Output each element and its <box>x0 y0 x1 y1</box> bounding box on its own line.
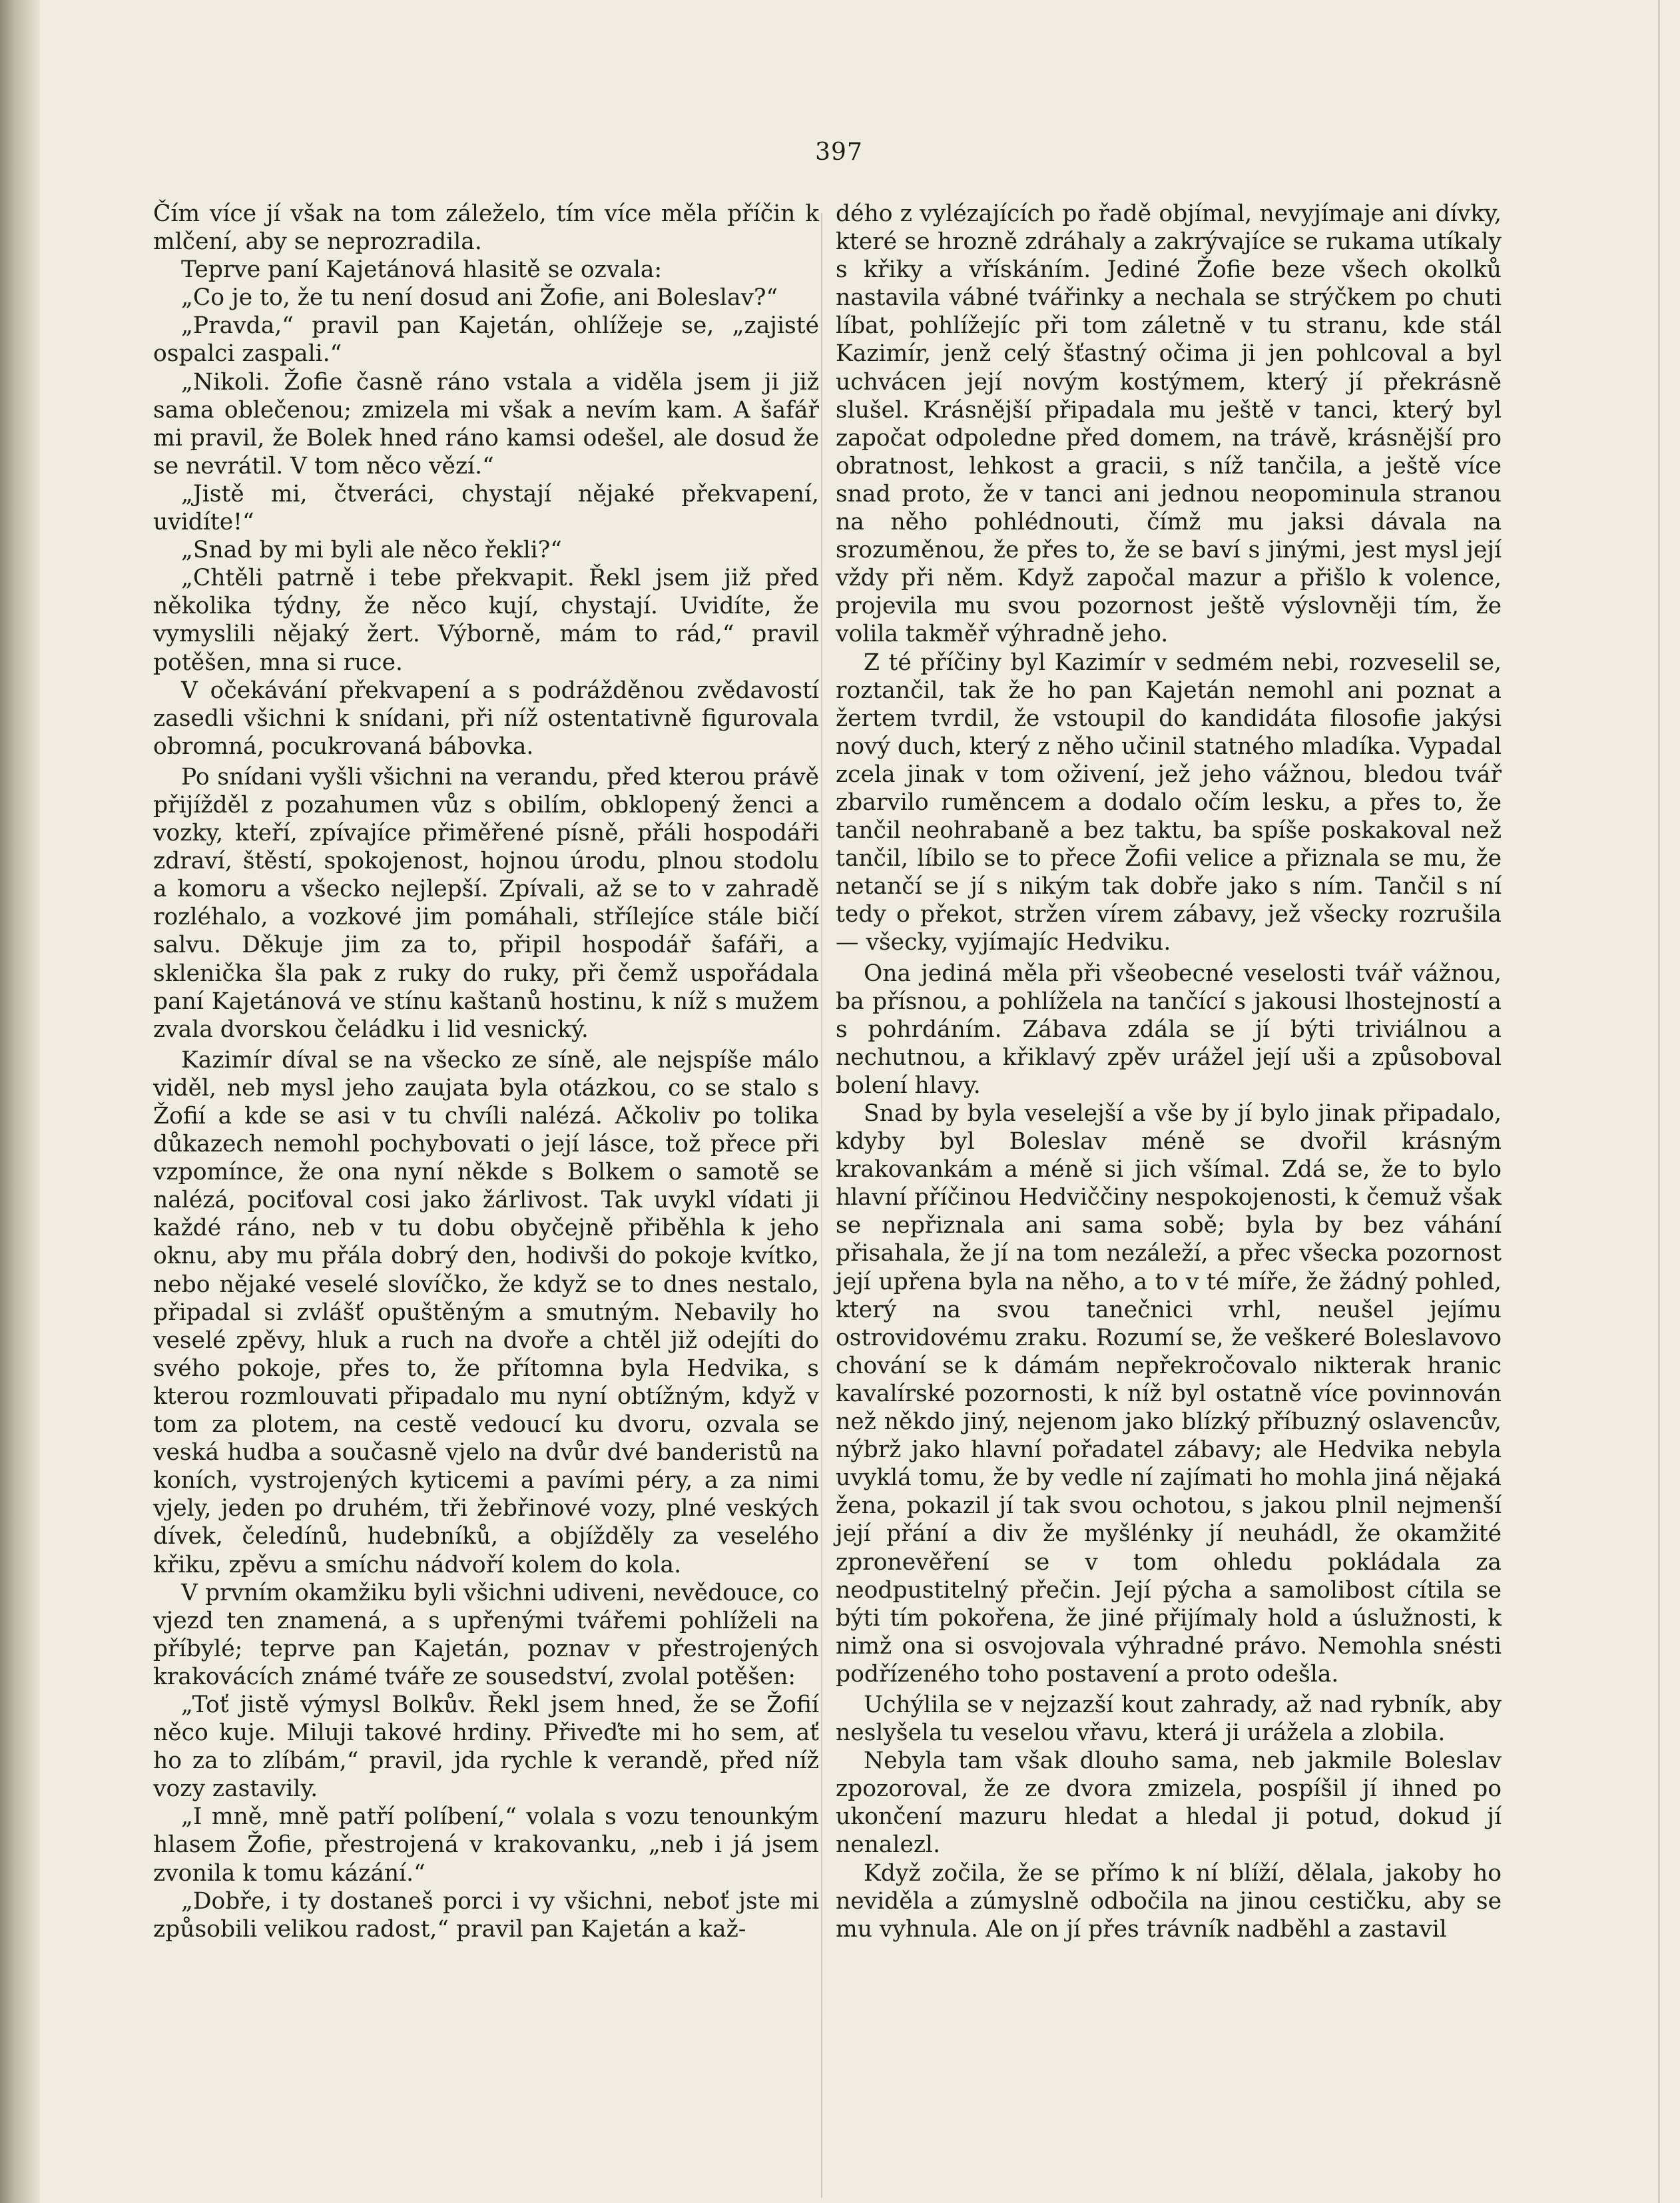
paragraph: „Co je to, že tu není dosud ani Žofie, ani Boleslav?“ <box>181 284 778 312</box>
paragraph: „Dobře, i ty dostaneš porci i vy všichni, neboť jste mi způsobili velikou radost,“ pravil pan Kajetán a kaž- <box>153 1887 819 1943</box>
right-column <box>836 200 1502 1943</box>
paragraph: „Chtěli patrně i tebe překvapit. Řekl jsem již před několika týdny, že něco kují, chystají. Uvidíte, že vymyslili nějaký žert. Výborně, mám to rád,“ pravil potěšen, mna si ruce. <box>153 565 819 676</box>
column-divider <box>821 213 822 2198</box>
paragraph: „I mně, mně patří políbení,“ volala s vozu tenounkým hlasem Žofie, přestrojená v krakovanku, „neb i já jsem zvonila k tomu kázání.“ <box>153 1803 819 1887</box>
paragraph: Když zočila, že se přímo k ní blíží, dělala, jakoby ho neviděla a zúmyslně odbočila na jinou cestičku, aby se mu vyhnula. Ale on jí přes trávník nadběhl a zastavil <box>836 1859 1502 1943</box>
paragraph: Ona jediná měla při všeobecné veselosti tvář vážnou, ba přísnou, a pohlížela na tančící s jakousi lhostejností a s pohrdáním. Zábava zdála se jí býti triviálnou a nechutnou, a křiklavý zpěv urážel její uši a způsoboval bolení hlavy. <box>836 960 1502 1099</box>
paragraph: dého z vylézajících po řadě objímal, nevyjímaje ani dívky, které se hrozně zdráhaly a zakrývajíce se rukama utíkaly s křiky a vřískáním. Jediné Žofie beze všech okolků nastavila vábné tvářinky a nechala se strýčkem po chuti líbat, pohlížejíc při tom záletně v tu stranu, kde stál Kazimír, jenž celý šťastný očima ji jen pohlcoval a byl uchvácen její novým kostýmem, který jí překrásně slušel. Krásnější připadala mu ještě v tanci, který byl započat odpoledne před domem, na trávě, krásnější pro obratnost, lehkost a gracii, s níž tančila, a ještě více snad proto, že v tanci ani jednou neopominula stranou na něho pohlédnouti, čímž mu jaksi dávala na srozuměnou, že přes to, že se baví s jinými, jest mysl její vždy při něm. Když započal mazur a přišlo k volence, projevila mu svou pozornost ještě výslovněji tím, že volila takměř výhradně jeho. <box>836 200 1502 648</box>
paragraph: Teprve paní Kajetánová hlasitě se ozvala: <box>181 256 663 284</box>
left-column <box>153 200 819 1943</box>
paragraph: „Nikoli. Žofie časně ráno vstala a viděla jsem ji již sama oblečenou; zmizela mi však a nevím kam. A šafář mi pravil, že Bolek hned ráno kamsi odešel, ale dosud že se nevrátil. V tom něco vězí.“ <box>153 368 819 479</box>
paragraph: Po snídani vyšli všichni na verandu, před kterou právě přijížděl z pozahumen vůz s obilím, obklopený ženci a vozky, kteří, zpívajíce přiměřené písně, přáli hospodáři zdraví, štěstí, spokojenost, hojnou úrodu, plnou stodolu a komoru a všecko nejlepší. Zpívali, až se to v zahradě rozléhalo, a vozkové jim pomáhali, střílejíce stále bičí salvu. Děkuje jim za to, připil hospodář šafáři, a sklenička šla pak z ruky do ruky, při čemž uspořádala paní Kajetánová ve stínu kaštanů hostinu, k níž s mužem zvala dvorskou čeládku i lid vesnický. <box>153 763 819 1043</box>
page-edge <box>1658 0 1660 2203</box>
paragraph: Snad by byla veselejší a vše by jí bylo jinak připadalo, kdyby byl Boleslav méně se dvořil krásným krakovankám a méně si jich všímal. Zdá se, že to bylo hlavní příčinou Hedviččiny nespokojenosti, k čemuž však se nepřiznala ani sama sobě; byla by bez váhání přisahala, že jí na tom nezáleží, a přec všecka pozornost její upřena byla na něho, a to v té míře, že žádný pohled, který na svou tanečnici vrhl, neušel jejímu ostrovidovému zraku. Rozumí se, že veškeré Boleslavovo chování se k dámám nepřekročovalo nikterak hranic kavalírské pozornosti, k níž byl ostatně více povinnován než někdo jiný, nejenom jako blízký příbuzný oslavencův, nýbrž jako hlavní pořadatel zábavy; ale Hedvika nebyla uvyklá tomu, že by vedle ní zajímati ho mohla jiná nějaká žena, pokazil jí tak svou ochotou, s jakou plnil nejmenší její přání a div že myšlénky jí neuhádl, že okamžité zpronevěření se v tom ohledu pokládala za neodpustitelný přečin. Její pýcha a samolibost cítila se býti tím pokořena, že jiné přijímaly hold a úslužnosti, k nimž ona si osvojovala výhradné právo. Nemohla snésti podřízeného toho postavení a proto odešla. <box>836 1100 1502 1688</box>
paragraph: Uchýlila se v nejzazší kout zahrady, až nad rybník, aby neslyšela tu veselou vřavu, která ji urážela a zlobila. <box>836 1691 1502 1747</box>
paragraph: „Jistě mi, čtveráci, chystají nějaké překvapení, uvidíte!“ <box>153 480 819 536</box>
paragraph: Kazimír díval se na všecko ze síně, ale nejspíše málo viděl, neb mysl jeho zaujata byla otázkou, co se stalo s Žofií a kde se asi v tu chvíli nalézá. Ačkoliv po tolika důkazech nemohl pochybovati o její lásce, tož přece při vzpomínce, že ona nyní někde s Bolkem o samotě se nalézá, pociťoval cosi jako žárlivost. Tak uvykl vídati ji každé ráno, neb v tu dobu obyčejně přiběhla k jeho oknu, aby mu přála dobrý den, hodivši do pokoje kvítko, nebo nějaké veselé slovíčko, že když se to dnes nestalo, připadal si zvlášť opuštěným a smutným. Nebavily ho veselé zpěvy, hluk a ruch na dvoře a chtěl již odejíti do svého pokoje, přes to, že přítomna byla Hedvika, s kterou rozmlouvati připadalo mu nyní obtížným, když v tom za plotem, na cestě vedoucí ku dvoru, ozvala se veská hudba a současně vjelo na dvůr dvé banderistů na koních, vystrojených kyticemi a pavími péry, a za nimi vjely, jeden po druhém, tři žebřinové vozy, plné veských dívek, čeledínů, hudebníků, a objížděly za veselého křiku, zpěvu a smíchu nádvoří kolem do kola. <box>153 1046 819 1578</box>
paragraph: Z té příčiny byl Kazimír v sedmém nebi, rozveselil se, roztančil, tak že ho pan Kajetán nemohl ani poznat a žertem tvrdil, že vstoupil do kandidáta filosofie jakýsi nový duch, který z něho učinil statného mladíka. Vypadal zcela jinak v tom oživení, jež jeho vážnou, bledou tvář zbarvilo ruměncem a dodalo očím lesku, a přes to, že tančil neohrabaně a bez taktu, ba spíše poskakoval než tančil, líbilo se to přece Žofii velice a přiznala se mu, že netančí se jí s nikým tak dobře jako s ním. Tančil s ní tedy o překot, stržen vírem zábavy, jež všecky rozrušila — všecky, vyjímajíc Hedviku. <box>836 649 1502 956</box>
page-number: 397 <box>815 139 863 166</box>
paragraph: Nebyla tam však dlouho sama, neb jakmile Boleslav zpozoroval, že ze dvora zmizela, pospíšil jí ihned po ukončení mazuru hledat a hledal ji potud, dokud jí nenalezl. <box>836 1747 1502 1859</box>
paragraph: Čím více jí však na tom záleželo, tím více měla příčin k mlčení, aby se neprozradila. <box>153 200 819 256</box>
paragraph: „Snad by mi byli ale něco řekli?“ <box>181 537 562 564</box>
paragraph: V očekávání překvapení a s podrážděnou zvědavostí zasedli všichni k snídani, při níž ostentativně figurovala obromná, pocukrovaná bábovka. <box>153 677 819 760</box>
paragraph: V prvním okamžiku byli všichni udiveni, nevědouce, co vjezd ten znamená, a s upřenými tvářemi pohlíželi na příbylé; teprve pan Kajetán, poznav v přestrojených krakovácích známé tváře ze sousedství, zvolal potěšen: <box>153 1579 819 1690</box>
binding-shadow <box>0 0 40 2203</box>
paragraph: „Toť jistě výmysl Bolkův. Řekl jsem hned, že se Žofií něco kuje. Miluji takové hrdiny. Přiveďte mi ho sem, ať ho za to zlíbám,“ pravil, jda rychle k verandě, před níž vozy zastavily. <box>153 1691 819 1803</box>
paragraph: „Pravda,“ pravil pan Kajetán, ohlížeje se, „zajisté ospalci zaspali.“ <box>153 312 819 368</box>
